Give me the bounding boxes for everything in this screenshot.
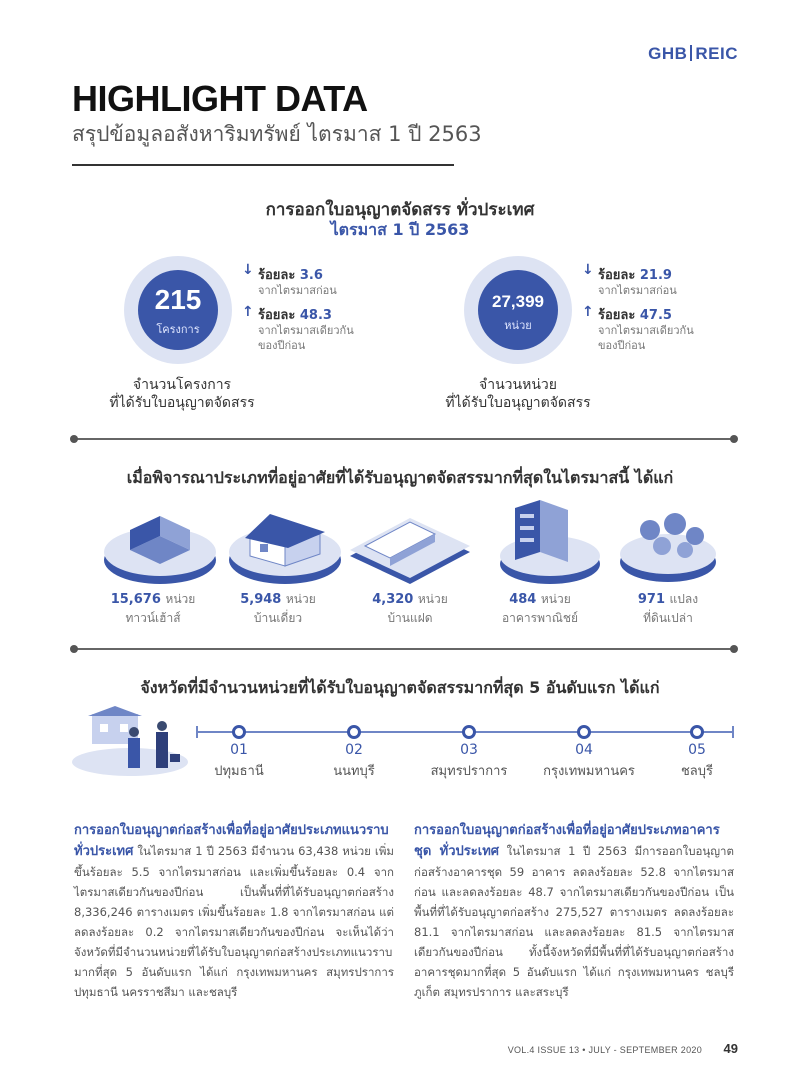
- title-rule: [72, 164, 454, 166]
- province-name: ชลบุรี: [680, 764, 714, 779]
- housing-unit: หน่วย: [417, 592, 448, 606]
- housing-item-value: [608, 590, 728, 609]
- units-stat2: [598, 304, 672, 325]
- housing-illustrations: [90, 500, 730, 590]
- section-divider: [74, 438, 734, 440]
- housing-item-value: [480, 590, 600, 609]
- arrow-up-icon: ↑: [242, 304, 254, 320]
- housing-types-title: เมื่อพิจารณาประเภทที่อยู่อาศัยที่ได้รับอนุญาตจัดสรรมากที่สุดในไตรมาสนี้ ได้แก่: [126, 468, 674, 487]
- provinces-title: จังหวัดที่มีจำนวนหน่วยที่ได้รับใบอนุญาตจัดสรรมากที่สุด 5 อันดับแรก ได้แก่: [140, 678, 660, 697]
- housing-value: 971: [637, 592, 666, 607]
- units-core: [478, 270, 558, 350]
- timeline-dot: [462, 725, 476, 739]
- housing-unit: แปลง: [669, 592, 699, 606]
- housing-label: บ้านเดี่ยว: [253, 611, 303, 625]
- arrow-down-icon: ↓: [242, 262, 254, 278]
- province-name: นนทบุรี: [333, 764, 375, 779]
- units-value: 27,399: [492, 292, 544, 311]
- timeline-dot: [690, 725, 704, 739]
- housing-value: 484: [509, 592, 537, 607]
- housing-item-value: [218, 590, 338, 609]
- province-rank: 02: [345, 742, 363, 758]
- projects-stat2-desc-1: จากไตรมาสเดียวกัน: [258, 324, 354, 337]
- issue-info: VOL.4 ISSUE 13 • JULY - SEPTEMBER 2020: [507, 1045, 702, 1055]
- article-lowrise: [74, 820, 394, 1002]
- housing-label: อาคารพาณิชย์: [501, 611, 579, 625]
- province-rank: 01: [230, 742, 248, 758]
- projects-value: 215: [154, 284, 202, 315]
- units-stat2-desc-1: จากไตรมาสเดียวกัน: [598, 324, 694, 337]
- units-caption-2: ที่ได้รับใบอนุญาตจัดสรร: [445, 395, 591, 411]
- housing-item-value: [93, 590, 213, 609]
- handshake-illustration: [72, 706, 188, 778]
- units-caption: [428, 376, 608, 412]
- projects-stat1-label: ร้อยละ: [258, 268, 296, 283]
- province-rank: 04: [575, 742, 593, 758]
- housing-item-commercial: [480, 590, 600, 628]
- commercial-building-icon: [500, 500, 600, 584]
- page-number: 49: [723, 1041, 738, 1056]
- ghb-reic-logo: [648, 44, 738, 64]
- units-stat1-label: ร้อยละ: [598, 268, 636, 283]
- housing-item-twin-house: [350, 590, 470, 628]
- units-stat1: [598, 264, 672, 285]
- timeline-dot: [347, 725, 361, 739]
- projects-core: [138, 270, 218, 350]
- units-stat2-label: ร้อยละ: [598, 308, 636, 323]
- projects-unit: โครงการ: [156, 323, 200, 336]
- province-name: สมุทรปราการ: [430, 764, 508, 779]
- logo-separator: [690, 45, 692, 61]
- housing-item-townhouse: [93, 590, 213, 628]
- projects-stat1-value: 3.6: [299, 268, 323, 283]
- timeline-dot: [577, 725, 591, 739]
- timeline-end-cap: [732, 726, 734, 738]
- permit-section-period: ไตรมาส 1 ปี 2563: [330, 220, 470, 239]
- projects-caption: [92, 376, 272, 412]
- projects-stat1-desc: จากไตรมาสก่อน: [258, 284, 337, 297]
- housing-unit: หน่วย: [285, 592, 316, 606]
- section-divider: [74, 648, 734, 650]
- housing-label: ที่ดินเปล่า: [643, 611, 693, 625]
- housing-unit: หน่วย: [165, 592, 196, 606]
- housing-value: 15,676: [110, 592, 161, 607]
- units-stat1-value: 21.9: [639, 268, 672, 283]
- housing-item-value: [350, 590, 470, 609]
- units-caption-1: จำนวนหน่วย: [479, 377, 557, 393]
- province-rank: 05: [688, 742, 706, 758]
- projects-stat1: [258, 264, 323, 285]
- province-name: ปทุมธานี: [214, 764, 264, 779]
- timeline-start-cap: [196, 726, 198, 738]
- projects-caption-2: ที่ได้รับใบอนุญาตจัดสรร: [109, 395, 255, 411]
- page-subtitle: สรุปข้อมูลอสังหาริมทรัพย์ ไตรมาส 1 ปี 2563: [72, 122, 482, 146]
- province-rank: 03: [460, 742, 478, 758]
- housing-label: ทาวน์เฮ้าส์: [125, 611, 181, 625]
- logo-right-text: REIC: [695, 44, 738, 63]
- province-name: กรุงเทพมหานคร: [543, 764, 635, 779]
- townhouse-icon: [104, 516, 216, 584]
- article-condo: [414, 820, 734, 1002]
- housing-value: 5,948: [240, 592, 282, 607]
- projects-stat2: [258, 304, 332, 325]
- article-lowrise-heading: การออกใบอนุญาตก่อสร้างเพื่อที่อยู่อาศัยประเภทแนวราบ ทั่วประเทศ: [74, 823, 389, 859]
- housing-unit: หน่วย: [540, 592, 571, 606]
- twin-house-icon: [350, 518, 470, 584]
- article-condo-heading: การออกใบอนุญาตก่อสร้างเพื่อที่อยู่อาศัยประเภทอาคารชุด ทั่วประเทศ: [414, 823, 720, 859]
- housing-item-single-house: [218, 590, 338, 628]
- arrow-down-icon: ↓: [582, 262, 594, 278]
- article-condo-body: ในไตรมาส 1 ปี 2563 มีการออกใบอนุญาตก่อสร้างอาคารชุด 59 อาคาร ลดลงร้อยละ 52.8 จากไตรมาสก่อน และลดลงร้อยละ 48.7 จากไตรมาสเดียวกันของปีก่อน เป็นพื้นที่ที่ได้รับอนุญาตก่อสร้าง 275,527 ตารางเมตร ลดลงร้อยละ 81.1 จากไตรมาสก่อน และลดลงร้อยละ 81.5 จากไตรมาสเดียวกันของปีก่อน ทั้งนี้จังหวัดที่มีพื้นที่ที่ได้รับอนุญาตก่อสร้างอาคารชุดมากที่สุด 5 อันดับแรก ได้แก่ กรุงเทพมหานคร ชลบุรี ภูเก็ต สมุทรปราการ และสระบุรี: [414, 844, 734, 999]
- vacant-land-icon: [620, 513, 716, 582]
- housing-item-vacant-land: [608, 590, 728, 628]
- projects-stat2-desc-2: ของปีก่อน: [258, 339, 306, 352]
- permit-section-title: การออกใบอนุญาตจัดสรร ทั่วประเทศ: [265, 200, 535, 220]
- units-stat1-desc: จากไตรมาสก่อน: [598, 284, 677, 297]
- projects-stat2-value: 48.3: [299, 308, 332, 323]
- article-lowrise-body: ในไตรมาส 1 ปี 2563 มีจำนวน 63,438 หน่วย เพิ่มขึ้นร้อยละ 5.5 จากไตรมาสก่อน และเพิ่มขึ้นร้อยละ 0.4 จากไตรมาสเดียวกันของปีก่อน เป็นพื้นที่ที่ได้รับอนุญาตก่อสร้าง 8,336,246 ตารางเมตร เพิ่มขึ้นร้อยละ 1.8 จากไตรมาสก่อน แต่ลดลงร้อยละ 0.2 จากไตรมาสเดียวกันของปีก่อน จะเห็นได้ว่าจังหวัดที่มีจำนวนหน่วยที่ได้รับใบอนุญาตก่อสร้างประเภทแนวราบมากที่สุด 5 อันดับแรก ได้แก่ กรุงเทพมหานคร สมุทรปราการ ปทุมธานี นครราชสีมา และชลบุรี: [74, 844, 394, 999]
- units-ring: [464, 256, 572, 364]
- arrow-up-icon: ↑: [582, 304, 594, 320]
- timeline-dot: [232, 725, 246, 739]
- housing-value: 4,320: [372, 592, 414, 607]
- logo-left-text: GHB: [648, 44, 688, 63]
- units-stat2-desc-2: ของปีก่อน: [598, 339, 646, 352]
- units-stat2-value: 47.5: [639, 308, 672, 323]
- units-unit: หน่วย: [504, 319, 532, 332]
- page-title: HIGHLIGHT DATA: [72, 78, 368, 119]
- single-house-icon: [229, 514, 341, 584]
- projects-stat2-label: ร้อยละ: [258, 308, 296, 323]
- projects-caption-1: จำนวนโครงการ: [132, 377, 232, 393]
- projects-ring: [124, 256, 232, 364]
- housing-label: บ้านแฝด: [387, 611, 433, 625]
